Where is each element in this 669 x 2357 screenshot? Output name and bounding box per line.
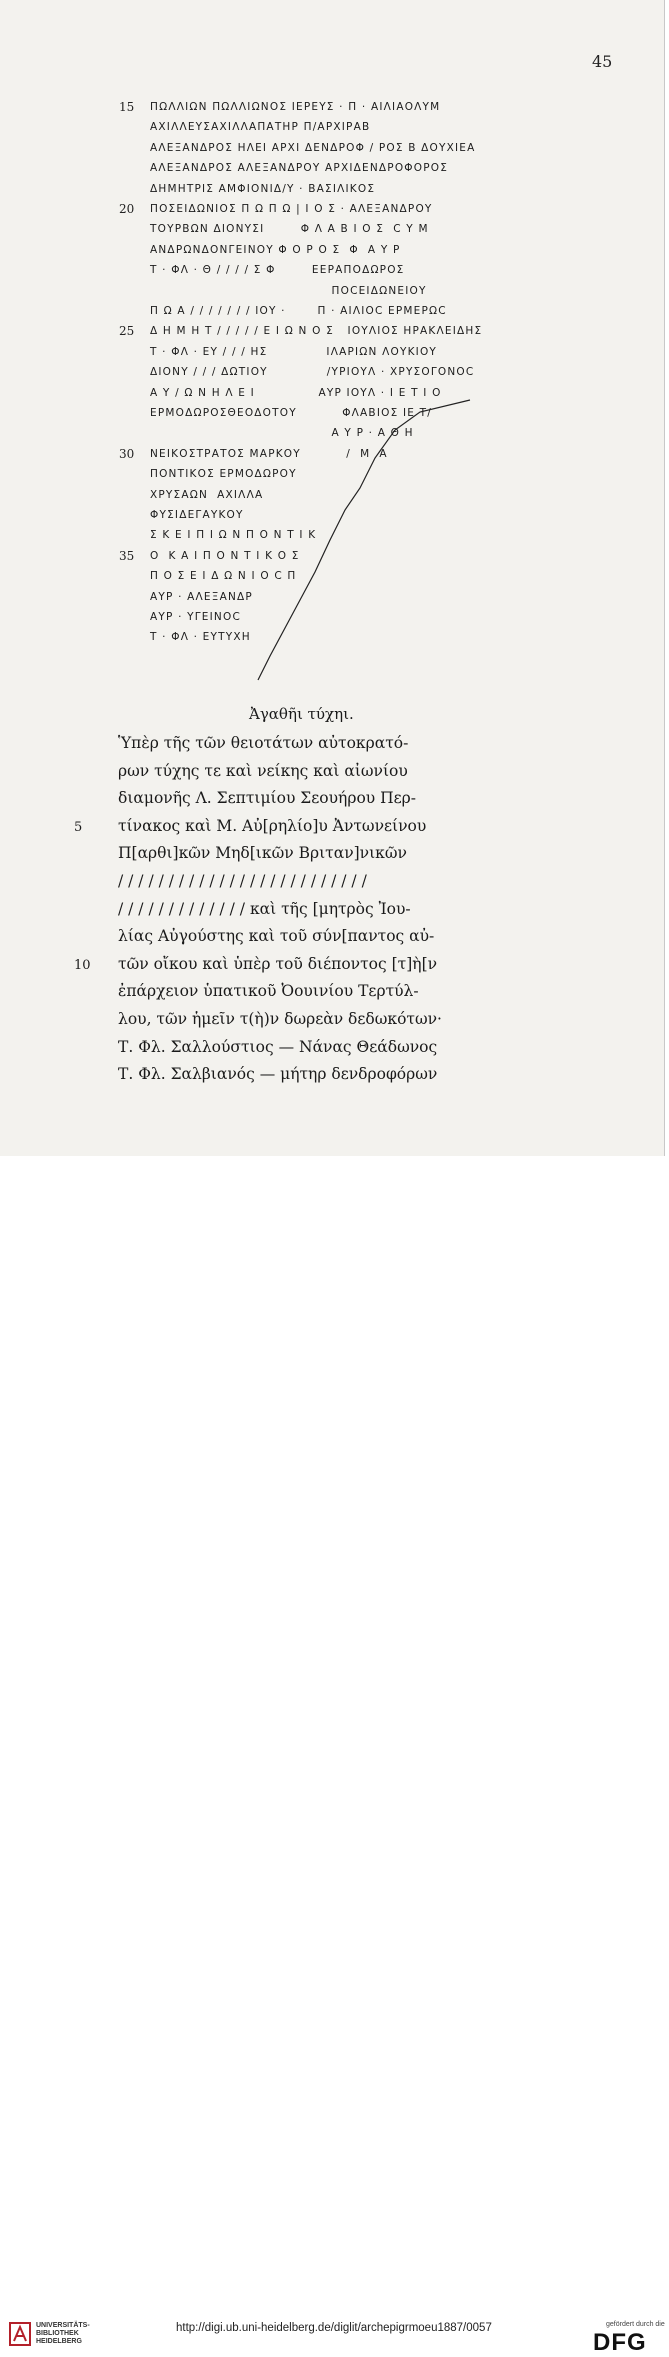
source-url-link[interactable]: http://digi.ub.uni-heidelberg.de/diglit/archepigrmoeu1887/0057: [176, 2322, 492, 2334]
transcription-line: λου, τῶν ἡμεῖν τ(ὴ)ν δωρεὰν δεδωκότων·: [118, 1010, 442, 1028]
scanned-page: [0, 0, 665, 1156]
inscription-line-number: 35: [119, 548, 135, 563]
inscription-line: Δ Η Μ Η Τ / / / / / Ε Ι Ω Ν Ο Σ ΙΟΥΛΙΟΣ ΗΡΑΚΛΕΙΔΗΣ: [150, 325, 483, 338]
inscription-line: ΑΛΕΞΑΝΔΡΟΣ ΑΛΕΞΑΝΔΡΟΥ ΑΡΧΙΔΕΝΔΡΟΦΟΡΟΣ: [150, 162, 449, 175]
inscription-facsimile: [0, 0, 664, 700]
inscription-line: ΕΡΜΟΔΩΡΟΣΘΕΟΔΟΤΟΥ ΦΛΑΒΙΟΣ ΙΕ Τ/: [150, 407, 432, 419]
page-number: 45: [592, 52, 613, 71]
inscription-line: ΠΟΣΕΙΔΩΝΙΟΣ Π Ω Π Ω | Ι Ο Σ · ΑΛΕΞΑΝΔΡΟΥ: [150, 203, 433, 215]
inscription-line-number: 20: [119, 202, 135, 216]
transcription-line: Τ. Φλ. Σαλλούστιος — Νάνας Θεάδωνος: [118, 1037, 438, 1056]
inscription-line: ΑΥΡ · ΑΛΕΞΑΝΔΡ: [150, 590, 253, 603]
transcription-line: / / / / / / / / / / / / / καὶ τῆς [μητρὸς Ἰου-: [118, 899, 411, 918]
inscription-line: ΝΕΙΚΟΣΤΡΑΤΟΣ ΜΑΡΚΟΥ / Μ Α: [150, 447, 388, 460]
inscription-line-number: 15: [119, 100, 135, 114]
transcription-line: διαμονῆς Λ. Σεπτιμίου Σεουήρου Περ-: [118, 789, 417, 808]
footer-bar: [0, 1156, 669, 2356]
inscription-line: Π Ω Α / / / / / / / ΙΟΥ · Π · ΑΙΛΙΟC ΕΡΜΕΡΩC: [150, 305, 447, 317]
inscription-line: ΦΥΣΙΔΕΓΑΥΚΟΥ: [150, 509, 244, 521]
transcription-line-number: 10: [74, 957, 91, 973]
inscription-line: ΔΙΟΝΥ / / / ΔΩΤΙΟΥ /ΥΡΙΟΥΛ · ΧΡΥΣΟΓΟΝΟC: [150, 366, 475, 379]
inscription-line: Ο Κ Α Ι Π Ο Ν Τ Ι Κ Ο Σ: [150, 549, 300, 562]
transcription-title: Ἀγαθῆι τύχηι.: [249, 705, 354, 723]
transcription-line: ρων τύχης τε καὶ νείκης καὶ αἰωνίου: [118, 761, 408, 780]
transcription-line: τῶν οἴκου καὶ ὑπὲρ τοῦ διέποντος [τ]ὴ[ν: [118, 954, 438, 973]
university-library-logo-icon: [8, 2319, 32, 2349]
inscription-line: Α Υ / Ω Ν Η Λ Ε Ι ΑΥΡ ΙΟΥΛ · Ι Ε Τ Ι Ο: [150, 386, 442, 399]
transcription-line: Τ. Φλ. Σαλβιανός — μήτηρ δενδροφόρων: [118, 1065, 438, 1084]
inscription-line: Τ · ΦΛ · Θ / / / / Σ Φ ΕΕΡΑΠΟΔΩΡΟΣ: [150, 264, 405, 277]
transcription-line: τίνακος καὶ Μ. Αὐ[ρηλίο]υ Ἀντωνείνου: [118, 816, 427, 835]
library-name: UNIVERSITÄTS- BIBLIOTHEK HEIDELBERG: [36, 2322, 90, 2345]
inscription-line: Τ · ΦΛ · ΕΥ / / / ΗΣ ΙΛΑΡΙΩΝ ΛΟΥΚΙΟΥ: [150, 345, 438, 358]
transcription-line: Π[αρθι]κῶν Μηδ[ικῶν Βριταν]νικῶν: [118, 844, 407, 863]
inscription-line: ΑΝΔΡΩΝΔΟΝΓΕΙΝΟΥ Φ Ο Ρ Ο Σ Φ Α Υ Ρ: [150, 243, 401, 256]
inscription-line: Π Ο Σ Ε Ι Δ Ω Ν Ι Ο C Π: [150, 570, 297, 583]
inscription-line: ΧΡΥΣΑΩΝ ΑΧΙΛΛΑ: [150, 488, 264, 501]
inscription-line: ΑΛΕΞΑΝΔΡΟΣ ΗΛΕΙ ΑΡΧΙ ΔΕΝΔΡΟΦ / ΡΟΣ Β ΔΟΥΧΙΕΑ: [150, 141, 476, 154]
funder-label: gefördert durch die: [606, 2321, 665, 2328]
transcription-line: Ὑπὲρ τῆς τῶν θειοτάτων αὐτοκρατό-: [118, 734, 409, 752]
inscription-line: ΠΟCΕΙΔΩΝΕΙΟΥ: [150, 284, 427, 297]
inscription-line-number: 30: [119, 446, 135, 461]
inscription-line: ΤΟΥΡΒΩΝ ΔΙΟΝΥΣΙ Φ Λ Α Β Ι Ο Σ C Υ Μ: [150, 223, 429, 236]
dfg-logo: DFG: [593, 2329, 647, 2356]
transcription-line: ἐπάρχειον ὑπατικοῦ Ὀουινίου Τερτύλ-: [118, 982, 419, 1001]
inscription-line: Σ Κ Ε Ι Π Ι Ω Ν Π Ο Ν Τ Ι Κ: [150, 529, 317, 542]
transcription-line-number: 5: [74, 819, 83, 835]
transcription-line: / / / / / / / / / / / / / / / / / / / / / / / / /: [118, 872, 367, 890]
inscription-line-number: 25: [119, 324, 135, 339]
inscription-line: Τ · ΦΛ · ΕΥΤΥΧΗ: [150, 631, 251, 644]
transcription-line: λίας Αὐγούστης καὶ τοῦ σύν[παντος αὐ-: [118, 927, 435, 946]
inscription-line: Α Υ Ρ · Α Θ Η: [150, 427, 414, 440]
inscription-line: ΠΩΛΛΙΩΝ ΠΩΛΛΙΩΝΟΣ ΙΕΡΕΥΣ · Π · ΑΙΛΙΑΟΛΥΜ: [150, 101, 441, 113]
inscription-line: ΑΧΙΛΛΕΥΣΑΧΙΛΛΑΠΑΤΗΡ Π/ΑΡΧΙΡΑΒ: [150, 121, 371, 134]
inscription-line: ΑΥΡ · ΥΓΕΙΝΟC: [150, 611, 241, 623]
inscription-line: ΠΟΝΤΙΚΟΣ ΕΡΜΟΔΩΡΟΥ: [150, 468, 297, 481]
inscription-line: ΔΗΜΗΤΡΙΣ ΑΜΦΙΟΝΙΔ/Υ · ΒΑΣΙΛΙΚΟΣ: [150, 182, 376, 195]
